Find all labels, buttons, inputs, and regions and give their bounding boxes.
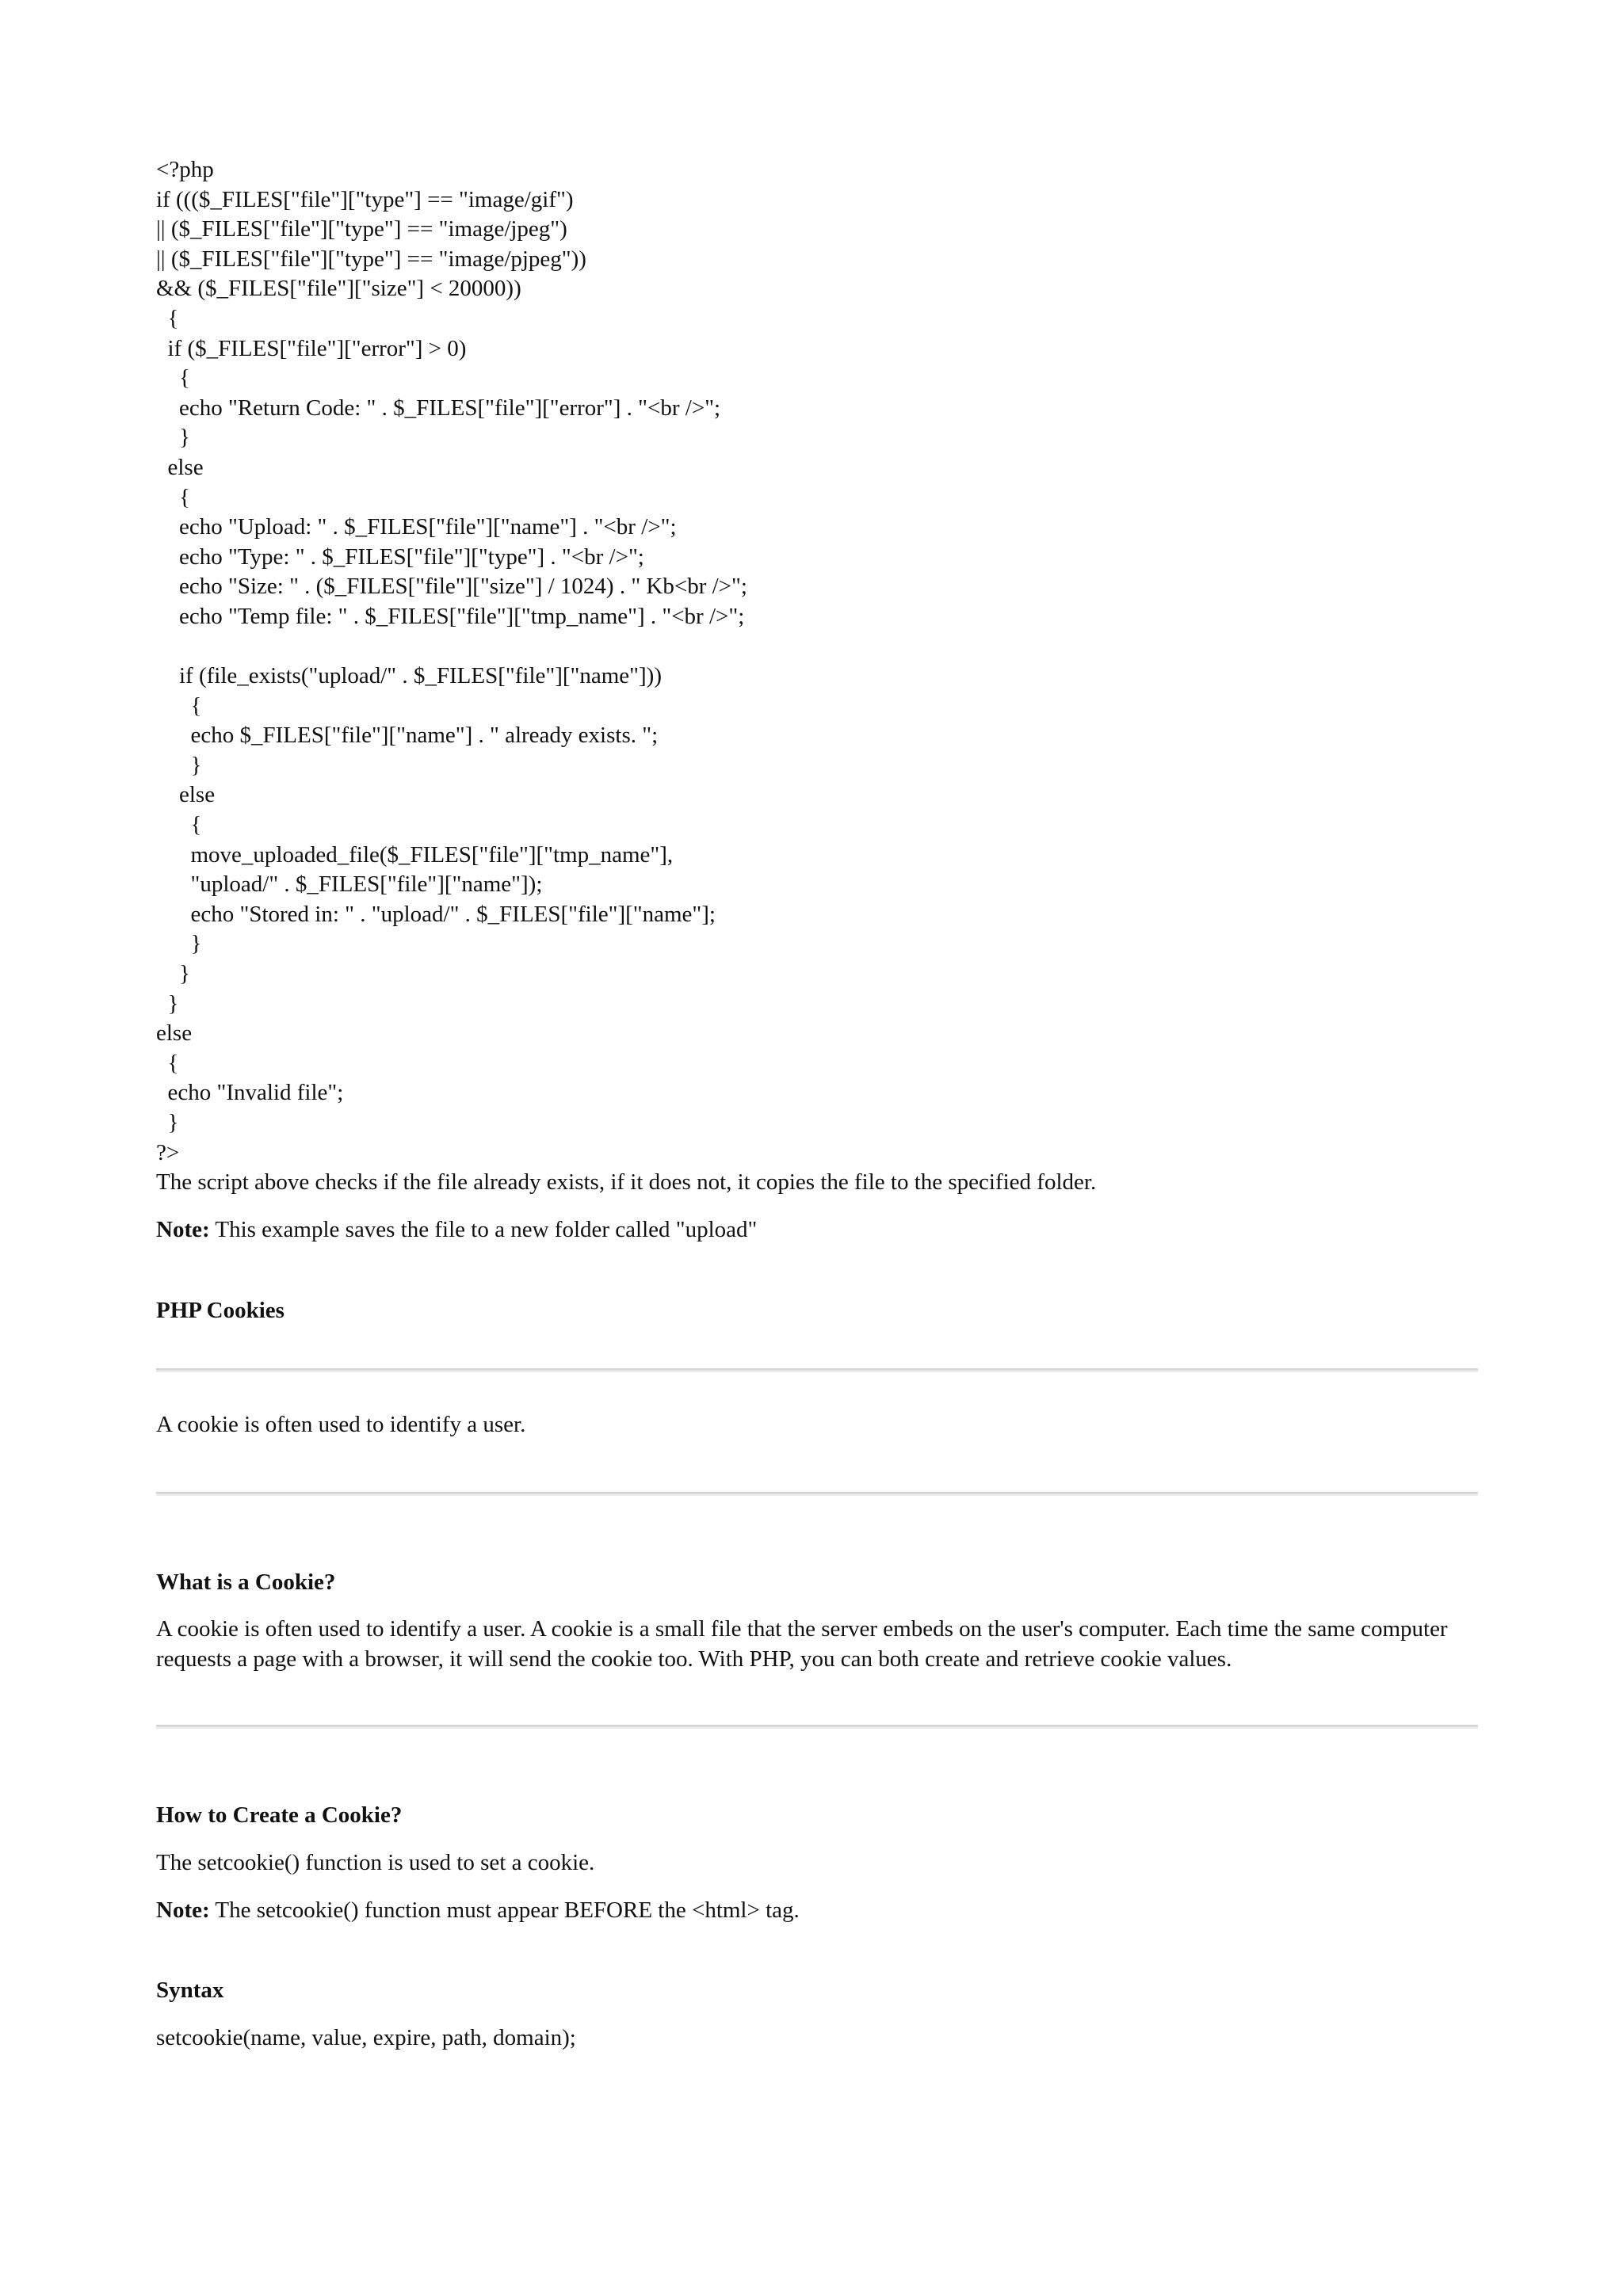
code-line: } (156, 961, 190, 987)
code-line: echo "Invalid file"; (156, 1080, 344, 1106)
document-page (156, 155, 1478, 2053)
note-text: This example saves the file to a new folder called "upload" (209, 1216, 758, 1242)
setcookie-description: The setcookie() function is used to set a cookie. (156, 1849, 595, 1875)
code-line: } (156, 990, 179, 1016)
cookie-intro: A cookie is often used to identify a user. (156, 1411, 526, 1437)
syntax-code: setcookie(name, value, expire, path, domain); (156, 2024, 576, 2050)
note-label: Note: (156, 1897, 210, 1923)
note-upload-folder (156, 1215, 1478, 1245)
code-line: { (156, 1050, 179, 1076)
code-line: { (156, 692, 202, 719)
code-line: else (156, 782, 216, 808)
php-cookies-title: PHP Cookies (156, 1298, 285, 1324)
code-line: { (156, 812, 202, 838)
code-line: echo "Size: " . ($_FILES["file"]["size"] / 1024) . " Kb<br />"; (156, 574, 747, 600)
code-line: move_uploaded_file($_FILES["file"]["tmp_name"], (156, 841, 674, 868)
what-is-cookie-heading: What is a Cookie? (156, 1569, 336, 1595)
separator-line (156, 1725, 1478, 1729)
code-line (156, 632, 1478, 662)
code-line: } (156, 1110, 179, 1135)
separator-line (156, 1368, 1478, 1372)
note-text: The setcookie() function must appear BEFORE the <html> tag. (209, 1897, 800, 1923)
code-line: echo "Stored in: " . "upload/" . $_FILES["file"]["name"]; (156, 901, 716, 927)
code-line: echo "Return Code: " . $_FILES["file"]["error"] . "<br />"; (156, 395, 721, 421)
code-line: else (156, 454, 204, 480)
syntax-heading: Syntax (156, 1978, 224, 2004)
code-line: echo "Temp file: " . $_FILES["file"]["tmp_name"] . "<br />"; (156, 603, 745, 629)
code-line: "upload/" . $_FILES["file"]["name"]); (156, 871, 543, 898)
php-upload-code-block (156, 155, 1478, 1168)
code-line: ?> (156, 1139, 180, 1165)
code-line: else (156, 1020, 193, 1047)
code-line: } (156, 931, 202, 957)
code-line: && ($_FILES["file"]["size"] < 20000)) (156, 276, 521, 302)
code-line: { (156, 484, 190, 510)
code-line: { (156, 305, 179, 331)
code-line: } (156, 425, 190, 451)
what-is-cookie-text: A cookie is often used to identify a user. A cookie is a small file that the server embeds on the user's computer. Each time the same computer requests a page with a browser, it will send the cookie too. With PHP, you can both create and retrieve cookie values. (156, 1616, 1448, 1672)
code-line: if (file_exists("upload/" . $_FILES["file"]["name"])) (156, 663, 662, 689)
code-line: if ($_FILES["file"]["error"] > 0) (156, 335, 467, 361)
code-line: { (156, 365, 190, 391)
code-line: if ((($_FILES["file"]["type"] == "image/gif") (156, 186, 574, 212)
script-description: The script above checks if the file already exists, if it does not, it copies the file to the specified folder. (156, 1169, 1097, 1196)
code-line: || ($_FILES["file"]["type"] == "image/jpeg") (156, 216, 567, 242)
code-line: echo $_FILES["file"]["name"] . " already exists. "; (156, 723, 659, 749)
code-line: } (156, 752, 202, 778)
code-line: echo "Type: " . $_FILES["file"]["type"] . "<br />"; (156, 543, 644, 570)
code-line: || ($_FILES["file"]["type"] == "image/pjpeg")) (156, 246, 586, 272)
note-setcookie (156, 1896, 1478, 1926)
how-create-cookie-heading: How to Create a Cookie? (156, 1802, 403, 1829)
code-line: echo "Upload: " . $_FILES["file"]["name"] . "<br />"; (156, 514, 677, 540)
separator-line (156, 1492, 1478, 1496)
note-label: Note: (156, 1216, 210, 1242)
code-line: <?php (156, 157, 214, 182)
